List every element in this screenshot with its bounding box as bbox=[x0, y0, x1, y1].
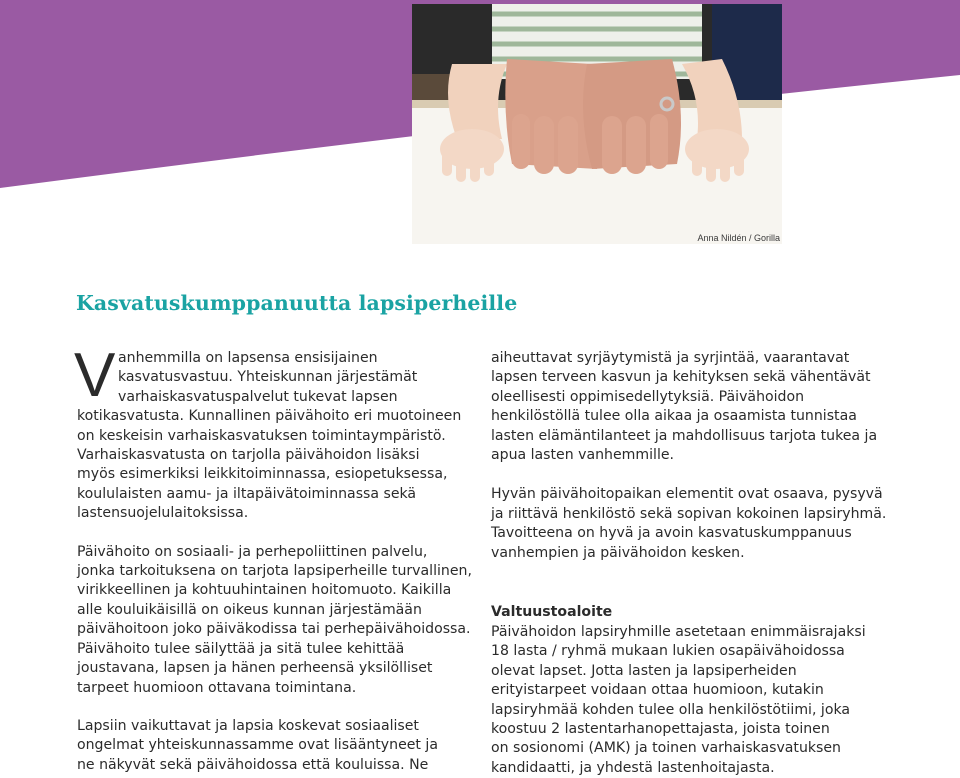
paragraph: Päivähoito on sosiaali- ja perhepoliittinen palvelu, jonka tarkoituksena on tarjota lapsiperheille turvallinen, virikkeellinen ja kohtuuhintainen hoitomuoto. Kaikilla alle kouluikäisillä on oikeus kunnan järjestämään päivähoitoon joko päiväkodissa tai perhepäivähoidossa. Päivähoito tulee säilyttää ja sitä tulee kehittää joustavana, lapsen ja hänen perheensä yksilölliset tarpeet huomioon ottavana toimintana. bbox=[77, 543, 472, 696]
article-title: Kasvatuskumppanuutta lapsiperheille bbox=[76, 291, 518, 315]
left-column bbox=[74, 341, 477, 775]
drop-cap: V bbox=[74, 341, 116, 410]
hero-photo bbox=[412, 4, 782, 244]
photo-credit: Anna Nildén / Gorilla bbox=[697, 233, 780, 243]
subheading: Valtuustoaloite bbox=[491, 604, 613, 621]
paragraph: Lapsiin vaikuttavat ja lapsia koskevat sosiaaliset ongelmat yhteiskunnassamme ovat lisääntyneet ja ne näkyvät sekä päivähoidossa että kouluissa. Ne bbox=[77, 717, 438, 773]
paragraph: Päivähoidon lapsiryhmille asetetaan enimmäisrajaksi 18 lasta / ryhmä mukaan lukien osapäivähoidossa olevat lapset. Jotta lasten ja lapsiperheiden erityistarpeet voidaan ottaa huomioon, kutakin lapsiryhmää kohden tulee olla henkilöstötiimi, joka koostuu 2 lastentarhanopettajasta, joista toinen on sosionomi (AMK) ja toinen varhaiskasvatuksen kandidaatti, ja yhdestä lastenhoitajasta. bbox=[491, 623, 866, 776]
hands-illustration bbox=[412, 4, 782, 244]
paragraph: aiheuttavat syrjäytymistä ja syrjintää, vaarantavat lapsen terveen kasvun ja kehityksen sekä vähentävät oleellisesti oppimisedellytyksiä. Päivähoidon henkilöstöllä tulee olla aikaa ja osaamista tunnistaa lasten elämäntilanteet ja mahdollisuus tarjota tukea ja apua lasten vanhemmille. bbox=[491, 350, 878, 464]
intro-first-lines: anhemmilla on lapsensa ensisijainen kasvatusvastuu. Yhteiskunnan järjestämät varhaiskasvatuspalvelut tukevat lapsen bbox=[118, 350, 418, 405]
intro-paragraph bbox=[74, 341, 477, 524]
right-column bbox=[491, 349, 891, 778]
paragraph: Hyvän päivähoitopaikan elementit ovat osaava, pysyvä ja riittävä henkilöstö sekä sopivan kokoinen lapsiryhmä. Tavoitteena on hyvä ja avoin kasvatuskumppanuus vanhempien ja päivähoidon kesken. bbox=[491, 486, 887, 561]
section-block bbox=[491, 584, 891, 778]
intro-rest: kotikasvatusta. Kunnallinen päivähoito eri muotoineen on keskeisin varhaiskasvatuksen toimintaympäristö. Varhaiskasvatusta on tarjolla päivähoidon lisäksi myös esimerkiksi leikkitoiminnassa, esiopetuksessa, koululaisten aamu- ja iltapäivätoiminnassa sekä lastensuojelulaitoksissa. bbox=[77, 408, 462, 522]
